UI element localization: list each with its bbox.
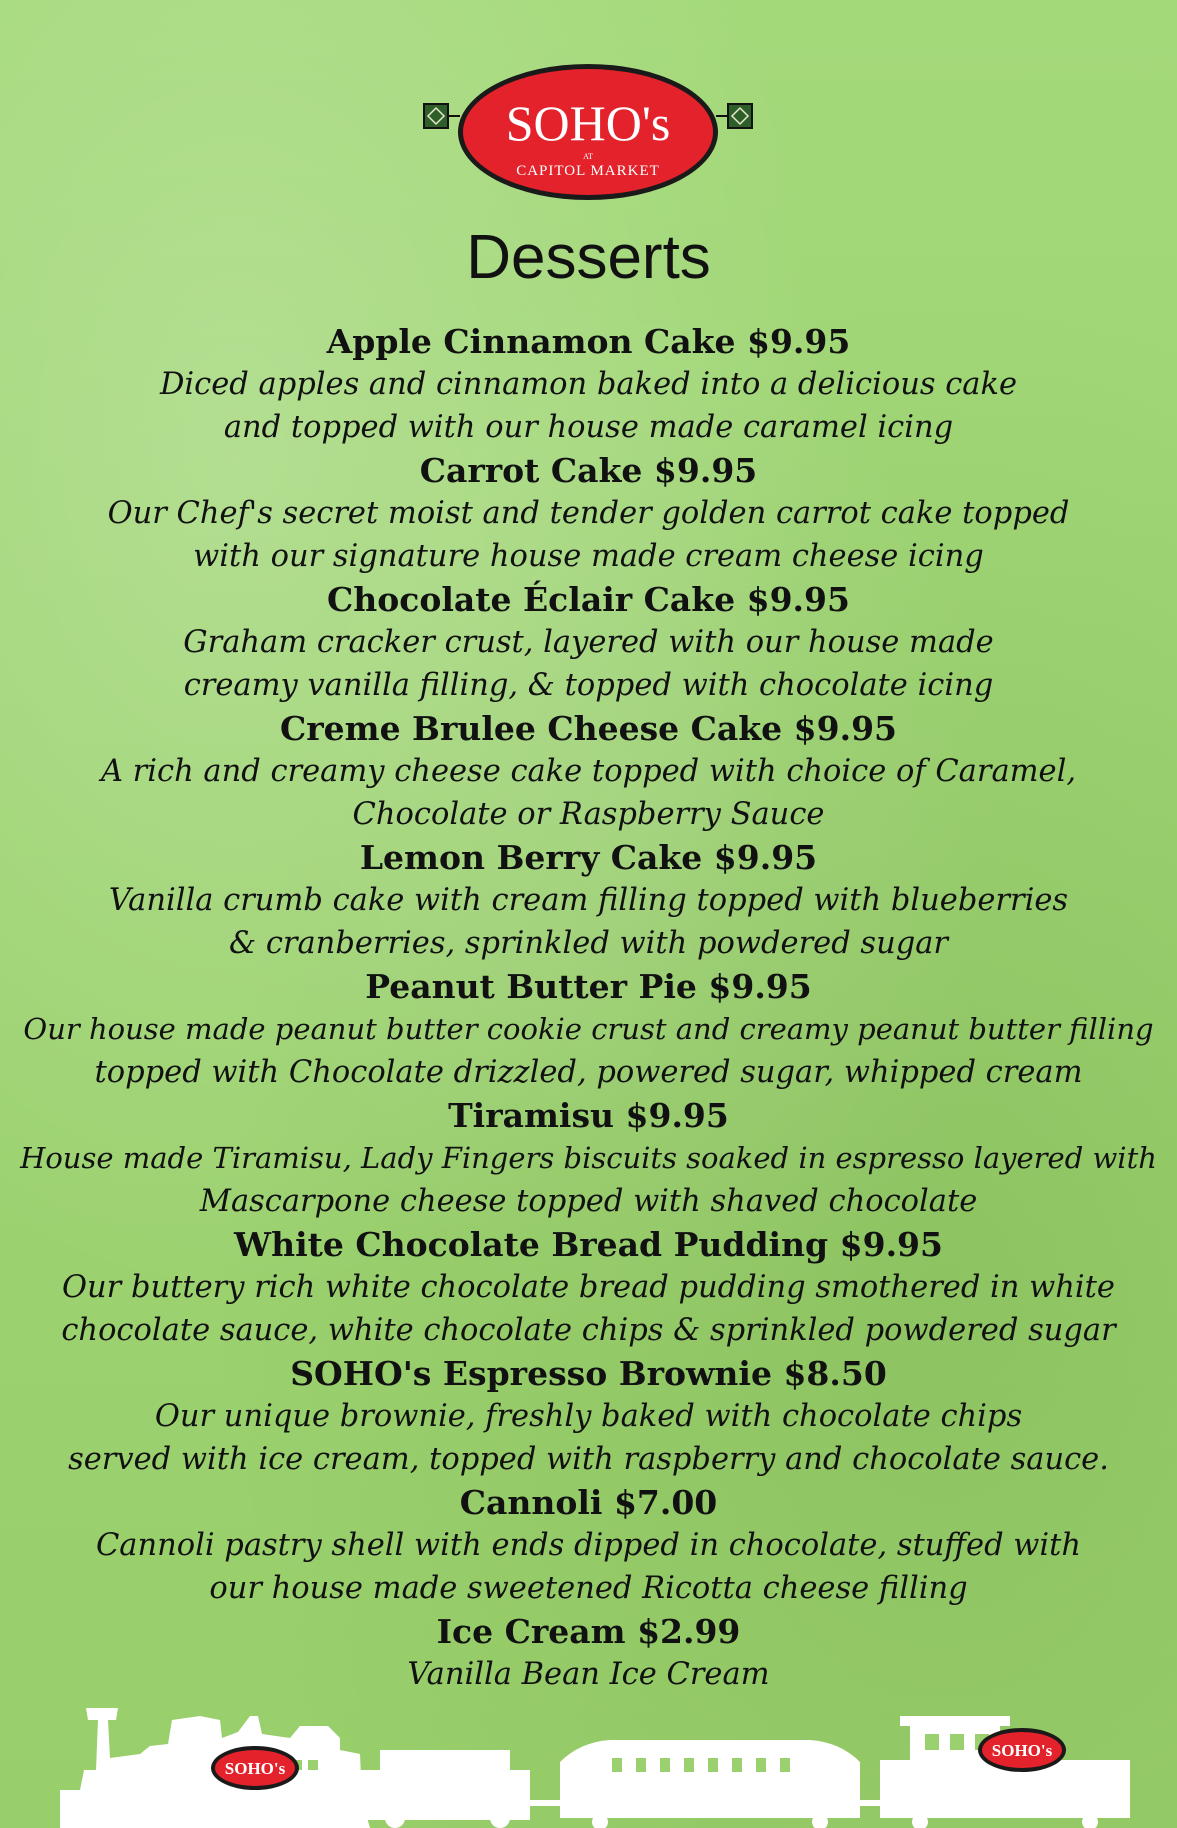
item-description: our house made sweetened Ricotta cheese filling — [209, 1571, 968, 1606]
item-description: topped with Chocolate drizzled, powered sugar, whipped cream — [94, 1055, 1083, 1090]
menu-item — [0, 320, 1177, 449]
menu-item — [0, 1352, 1177, 1481]
menu-item — [0, 449, 1177, 578]
item-description: Our buttery rich white chocolate bread pudding smothered in white — [62, 1270, 1115, 1305]
item-description: with our signature house made cream cheese icing — [193, 539, 984, 574]
item-description: Vanilla Bean Ice Cream — [407, 1657, 770, 1692]
menu-item — [0, 965, 1177, 1094]
item-name: Lemon Berry Cake — [359, 838, 703, 877]
menu-item — [0, 1223, 1177, 1352]
item-heading — [0, 1481, 1177, 1524]
item-price: $9.95 — [839, 1225, 943, 1264]
item-description: Our unique brownie, freshly baked with chocolate chips — [154, 1399, 1023, 1434]
item-name: Chocolate Éclair Cake — [327, 580, 736, 619]
train-silhouette — [0, 1650, 1177, 1828]
menu-item — [0, 836, 1177, 965]
page-title: Desserts — [466, 223, 711, 292]
item-heading — [0, 1610, 1177, 1653]
item-heading — [0, 965, 1177, 1008]
item-price: $8.50 — [783, 1354, 887, 1393]
item-description: Our Chef's secret moist and tender golden carrot cake topped — [107, 496, 1070, 531]
item-heading — [0, 707, 1177, 750]
item-price: $7.00 — [613, 1483, 718, 1522]
item-description: Chocolate or Raspberry Sauce — [352, 797, 825, 832]
item-description: Our house made peanut butter cookie crust and creamy peanut butter filling — [23, 1012, 1154, 1046]
item-description: Cannoli pastry shell with ends dipped in chocolate, stuffed with — [95, 1528, 1082, 1563]
item-name: White Chocolate Bread Pudding — [234, 1225, 829, 1264]
item-price: $9.95 — [708, 967, 812, 1006]
item-price: $9.95 — [625, 1096, 729, 1135]
menu-item — [0, 707, 1177, 836]
right-ornament-icon — [728, 104, 752, 128]
logo-name: SOHO's — [505, 95, 671, 151]
item-description: served with ice cream, topped with raspberry and chocolate sauce. — [68, 1442, 1109, 1477]
item-description: creamy vanilla filling, & topped with chocolate icing — [183, 668, 994, 703]
item-description: A rich and creamy cheese cake topped with choice of Caramel, — [100, 754, 1077, 789]
item-price: $9.95 — [713, 838, 818, 877]
left-ornament-icon — [424, 104, 448, 128]
item-description: Graham cracker crust, layered with our house made — [183, 625, 994, 660]
item-description: and topped with our house made caramel icing — [223, 410, 954, 445]
item-price: $2.99 — [637, 1612, 741, 1651]
dessert-list — [0, 320, 1177, 1696]
item-name: Ice Cream — [436, 1612, 626, 1651]
item-description: Diced apples and cinnamon baked into a delicious cake — [159, 367, 1018, 402]
logo-subtitle: CAPITOL MARKET — [516, 163, 660, 179]
item-description: House made Tiramisu, Lady Fingers biscuits soaked in espresso layered with — [20, 1141, 1157, 1175]
item-name: Cannoli — [459, 1483, 603, 1522]
train-badge-right-label: SOHO's — [991, 1741, 1053, 1760]
train-badge-right — [978, 1728, 1066, 1772]
menu-item — [0, 578, 1177, 707]
item-price: $9.95 — [653, 451, 758, 490]
train-badge-left-label: SOHO's — [224, 1759, 286, 1778]
item-name: Peanut Butter Pie — [365, 967, 697, 1006]
item-description: Mascarpone cheese topped with shaved chocolate — [199, 1184, 978, 1219]
item-heading — [0, 320, 1177, 363]
item-heading — [0, 449, 1177, 492]
item-name: Creme Brulee Cheese Cake — [280, 709, 783, 748]
item-heading — [0, 1094, 1177, 1137]
train-badge-left — [211, 1746, 299, 1790]
logo-at: AT — [583, 152, 593, 161]
item-price: $9.95 — [793, 709, 897, 748]
item-heading — [0, 578, 1177, 621]
item-name: Tiramisu — [448, 1096, 615, 1135]
item-description: & cranberries, sprinkled with powdered sugar — [228, 926, 949, 961]
menu-item — [0, 1094, 1177, 1223]
item-heading — [0, 1223, 1177, 1266]
item-description: chocolate sauce, white chocolate chips & sprinkled powdered sugar — [61, 1313, 1116, 1348]
item-heading — [0, 1352, 1177, 1395]
item-heading — [0, 836, 1177, 879]
item-price: $9.95 — [746, 580, 850, 619]
item-description: Vanilla crumb cake with cream filling topped with blueberries — [108, 883, 1069, 918]
item-name: SOHO's Espresso Brownie — [290, 1354, 772, 1393]
item-price: $9.95 — [747, 322, 851, 361]
item-name: Apple Cinnamon Cake — [326, 322, 736, 361]
item-name: Carrot Cake — [419, 451, 643, 490]
menu-item — [0, 1481, 1177, 1610]
sohos-logo — [420, 62, 756, 202]
